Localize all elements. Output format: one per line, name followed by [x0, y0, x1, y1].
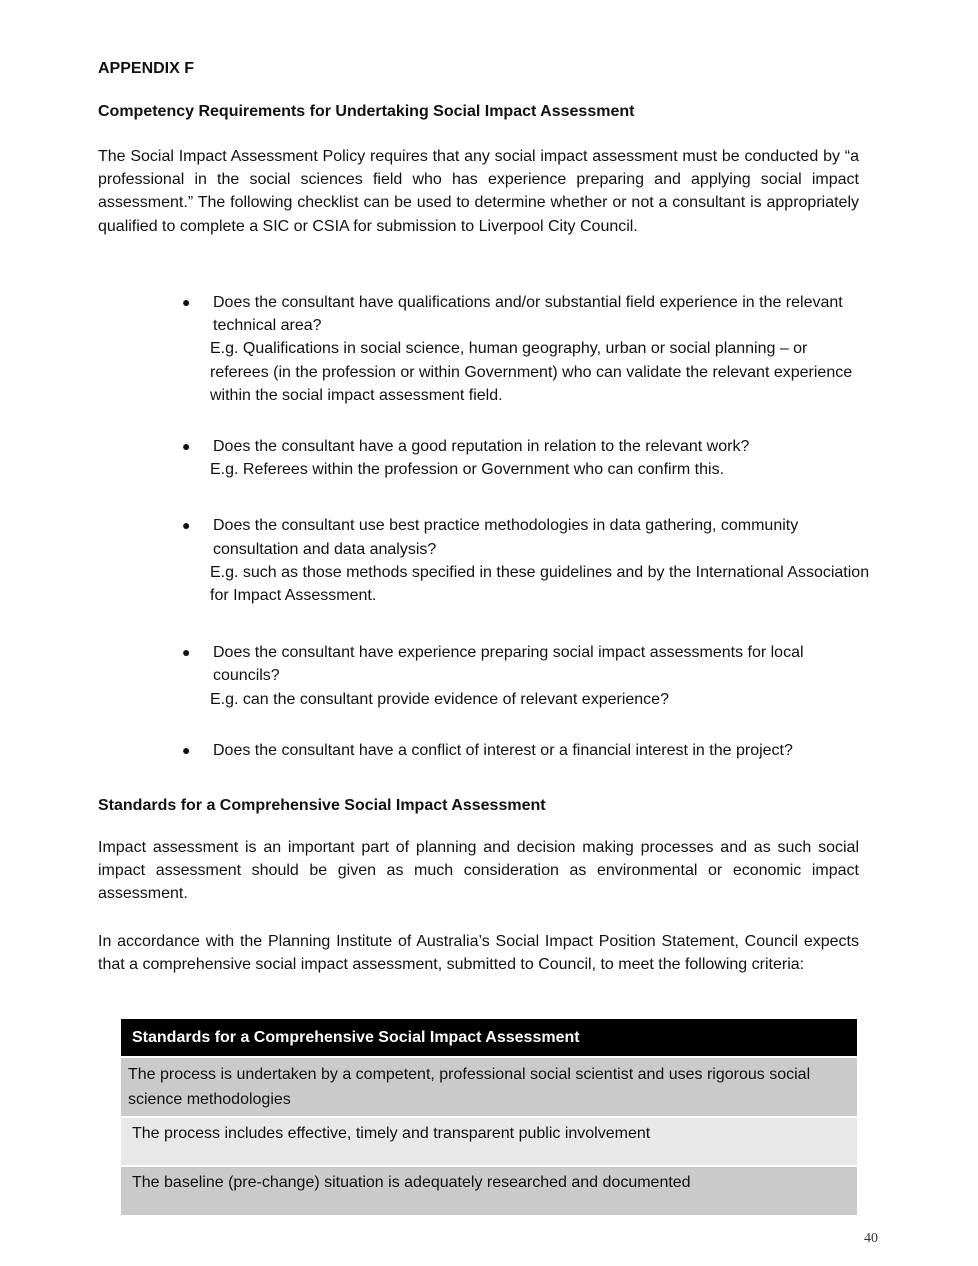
checklist-example: E.g. such as those methods specified in these guidelines and by the International Association for Impact Assessment.: [210, 563, 870, 605]
standards-heading: Standards for a Comprehensive Social Impact Assessment: [98, 797, 546, 814]
bullet-icon: ●: [182, 517, 191, 534]
checklist-item: [182, 641, 872, 711]
checklist-item: [182, 514, 872, 607]
bullet-icon: ●: [182, 294, 191, 310]
intro-paragraph: The Social Impact Assessment Policy requires that any social impact assessment must be conducted by “a professional in the social sciences field who has experience preparing and applying social impact assessment.” The following checklist can be used to determine whether or not a consultant is appropriately qualified to complete a SIC or CSIA for submission to Liverpool City Council.: [98, 148, 859, 235]
checklist-question: Does the consultant have a conflict of interest or a financial interest in the project?: [213, 741, 793, 759]
table-cell: The process includes effective, timely and transparent public involvement: [121, 1117, 857, 1166]
table-cell: The baseline (pre-change) situation is adequately researched and documented: [121, 1166, 857, 1215]
checklist-example: E.g. can the consultant provide evidence of relevant experience?: [210, 690, 669, 708]
checklist-item: [182, 739, 872, 762]
page-number: 40: [864, 1231, 878, 1246]
table-header-row: [121, 1019, 857, 1057]
table-cell: The process is undertaken by a competent, professional social scientist and uses rigorous social science methodologies: [121, 1057, 857, 1117]
bullet-icon: ●: [182, 438, 191, 455]
standards-table: [121, 1019, 857, 1215]
competency-checklist: [182, 291, 872, 762]
bullet-icon: ●: [182, 644, 191, 661]
checklist-question: Does the consultant have qualifications and/or substantial field experience in the relevant technical area?: [213, 294, 843, 335]
table-header: Standards for a Comprehensive Social Impact Assessment: [121, 1019, 857, 1057]
checklist-item: [182, 291, 872, 407]
bullet-icon: ●: [182, 741, 191, 758]
table-row: [121, 1057, 857, 1117]
table-row: [121, 1166, 857, 1215]
checklist-question: Does the consultant have a good reputation in relation to the relevant work?: [213, 438, 750, 456]
table-row: [121, 1117, 857, 1166]
appendix-label: APPENDIX F: [98, 60, 195, 77]
checklist-question: Does the consultant use best practice methodologies in data gathering, community consultation and data analysis?: [213, 517, 799, 558]
impact-paragraph: Impact assessment is an important part of planning and decision making processes and as such social impact assessment should be given as much consideration as environmental or economic impact assessment.: [98, 839, 859, 903]
checklist-example: E.g. Referees within the profession or Government who can confirm this.: [210, 461, 725, 479]
competency-heading: Competency Requirements for Undertaking Social Impact Assessment: [98, 103, 635, 120]
checklist-example: E.g. Qualifications in social science, human geography, urban or social planning – or referees (in the profession or within Government) who can validate the relevant experience within the social impact assessment field.: [210, 340, 853, 404]
criteria-paragraph: In accordance with the Planning Institute of Australia’s Social Impact Position Statement, Council expects that a comprehensive social impact assessment, submitted to Council, to meet the following criteria:: [98, 933, 859, 974]
checklist-item: [182, 435, 872, 481]
checklist-question: Does the consultant have experience preparing social impact assessments for local councils?: [213, 644, 804, 685]
